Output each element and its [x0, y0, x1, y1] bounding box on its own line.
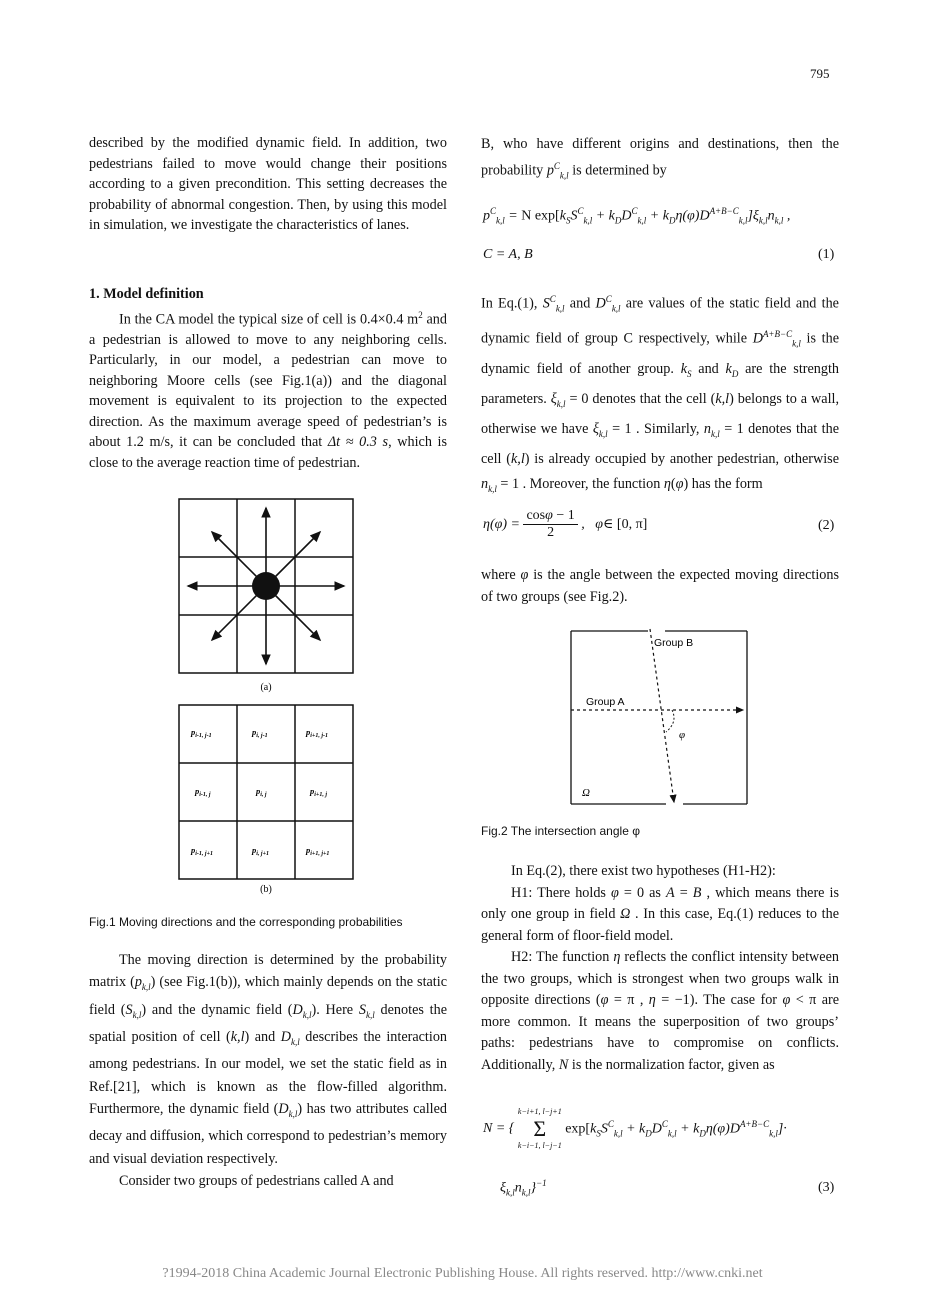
figure-1a-moore-neighborhood [176, 496, 356, 696]
equation-1-explanation: In Eq.(1), $S^C_{k,l}$ and $D^C_{k,l}$ are values of the static field and the dynamic field of group C respectively, while $D^{A+B-C}_{k,l}$ is the dynamic field of another group. $k_S$ and $k_D$ are the strength parameters. $\xi_{k,l} = 0$ denotes that the cell (k,l) belongs to a wall, otherwise we have $\xi_{k,l} = 1$ . Similarly, $n_{k,l} = 1$ denotes that the cell (k,l) is already occupied by another pedestrian, otherwise $n_{k,l} = 1$ . Moreover, the function η(φ) has the form [481, 294, 840, 495]
group-b-label: Group B [654, 637, 694, 649]
hypothesis-h2: H2: The function η reflects the conflict intensity between the two groups, which is strongest when two groups walk in opposite directions (φ = π , η = −1). The case for φ < π are more common. It means the superposition of two groups’ paths: pedestrians have to compromise on conflicts. Additionally, N is the normalization factor, given as [481, 949, 840, 1073]
figure-1-caption: Fig.1 Moving directions and the corresponding probabilities [89, 915, 403, 929]
cell-p-ip1-jm1: $p_{i+1, j-1}$ [306, 727, 329, 739]
cell-p-im1-j: $p_{i-1, j}$ [195, 786, 211, 798]
omega-label: Ω [582, 787, 590, 799]
fig1a-label: (a) [260, 682, 272, 693]
cell-p-ip1-jp1: $p_{i+1, j+1}$ [306, 845, 330, 857]
equation-1b: C = A, B [483, 247, 533, 262]
model-definition-section [89, 284, 447, 473]
equation-1-number: (1) [818, 247, 835, 262]
right-continuation-paragraph: B, who have different origins and destinations, then the probability $p^C_{k,l}$ is determined by [481, 136, 839, 181]
section-heading: 1. Model definition [89, 286, 204, 302]
equation-3-continued: $\xi_{k,l}n_{k,l}\}^{-1}$ [500, 1178, 547, 1198]
figure-2-intersection-angle [568, 626, 753, 811]
hypotheses-section [481, 861, 839, 1076]
cell-p-i-jp1: $p_{i, j+1}$ [252, 845, 270, 857]
moving-direction-paragraph: The moving direction is determined by the probability matrix $(p_{k,l})$ (see Fig.1(b)), which mainly depends on the static field $(S_{k,l})$ and the dynamic field $(D_{k,l})$. Here $S_{k,l}$ denotes the spatial position of cell (k,l) and $D_{k,l}$ describes the interaction among pedestrians. In our model, we set the static field as in Ref.[21], which is known as the flow-filled algorithm. Furthermore, the dynamic field $(D_{k,l})$ has two attributes called decay and diffusion, which correspond to pedestrian’s memory and visual deviation respectively. Consider two groups of pedestrians called A and [89, 952, 448, 1189]
equation-2-number: (2) [818, 518, 835, 533]
left-intro-paragraph: described by the modified dynamic field. In addition, two pedestrians failed to move would change their positions according to a given precondition. This setting decreases the probability of abnormal congestion. Then, by using this model in simulation, we investigate the characteristics of lanes. [89, 135, 447, 233]
cell-p-i-j: $p_{i, j}$ [256, 786, 267, 798]
cell-p-ip1-j: $p_{i+1, j}$ [310, 786, 328, 798]
equation-2: η(φ) = $\frac{\cos\varphi - 1}{2}$ , φ∈ [0, π] [483, 508, 648, 540]
equation-3: N = { k−i+1, l−j+1 Σ k−i−1, l−j−1 $\exp[k_SS^C_{k,l} + k_DD^C_{k,l} + k_D\eta(\varphi)D^{A+B-C}_{k,l}]\cdot$ [483, 1107, 787, 1150]
figure-2-caption: Fig.2 The intersection angle φ [481, 824, 640, 838]
hypothesis-h1: H1: There holds φ = 0 as A = B , which means there is only one group in field Ω . In this case, Eq.(1) reduces to the general form of floor-field model. [481, 884, 839, 944]
model-paragraph: In the CA model the typical size of cell is 0.4×0.4 $m^2$ and a pedestrian is allowed to move to any neighboring cells. Particularly, in our model, a pedestrian can move to neighboring Moore cells (see Fig.1(a)) and the diagonal movement is equivalent to its projection to the expected direction. As the maximum average speed of pedestrian’s is about 1.2 m/s, it can be concluded that Δt ≈ 0.3 s, which is close to the average reaction time of pedestrian. [89, 309, 447, 471]
equation-3-number: (3) [818, 1180, 835, 1195]
figure-1b-probability-matrix [176, 702, 356, 896]
pedestrian-dot [252, 572, 280, 600]
phi-label: φ [679, 729, 686, 741]
cell-p-i-jm1: $p_{i, j-1}$ [252, 727, 268, 739]
fig1b-label: (b) [260, 884, 272, 895]
where-paragraph: where φ is the angle between the expected moving directions of two groups (see Fig.2). [481, 567, 839, 605]
group-a-label: Group A [586, 696, 625, 708]
cell-p-im1-jp1: $p_{i-1, j+1}$ [191, 845, 214, 857]
copyright-footer: ?1994-2018 China Academic Journal Electronic Publishing House. All rights reserved. http://www.cnki.net [162, 1266, 763, 1281]
cell-p-im1-jm1: $p_{i-1, j-1}$ [191, 727, 212, 739]
page-number: 795 [810, 66, 830, 81]
hypotheses-intro: In Eq.(2), there exist two hypotheses (H1-H2): [511, 863, 776, 879]
equation-1: $p^C_{k,l} = N$ $\exp[k_SS^C_{k,l} + k_DD^C_{k,l} + k_D\eta(\varphi)D^{A+B-C}_{k,l}]\xi_{k,l}n_{k,l}$ , [483, 206, 791, 226]
